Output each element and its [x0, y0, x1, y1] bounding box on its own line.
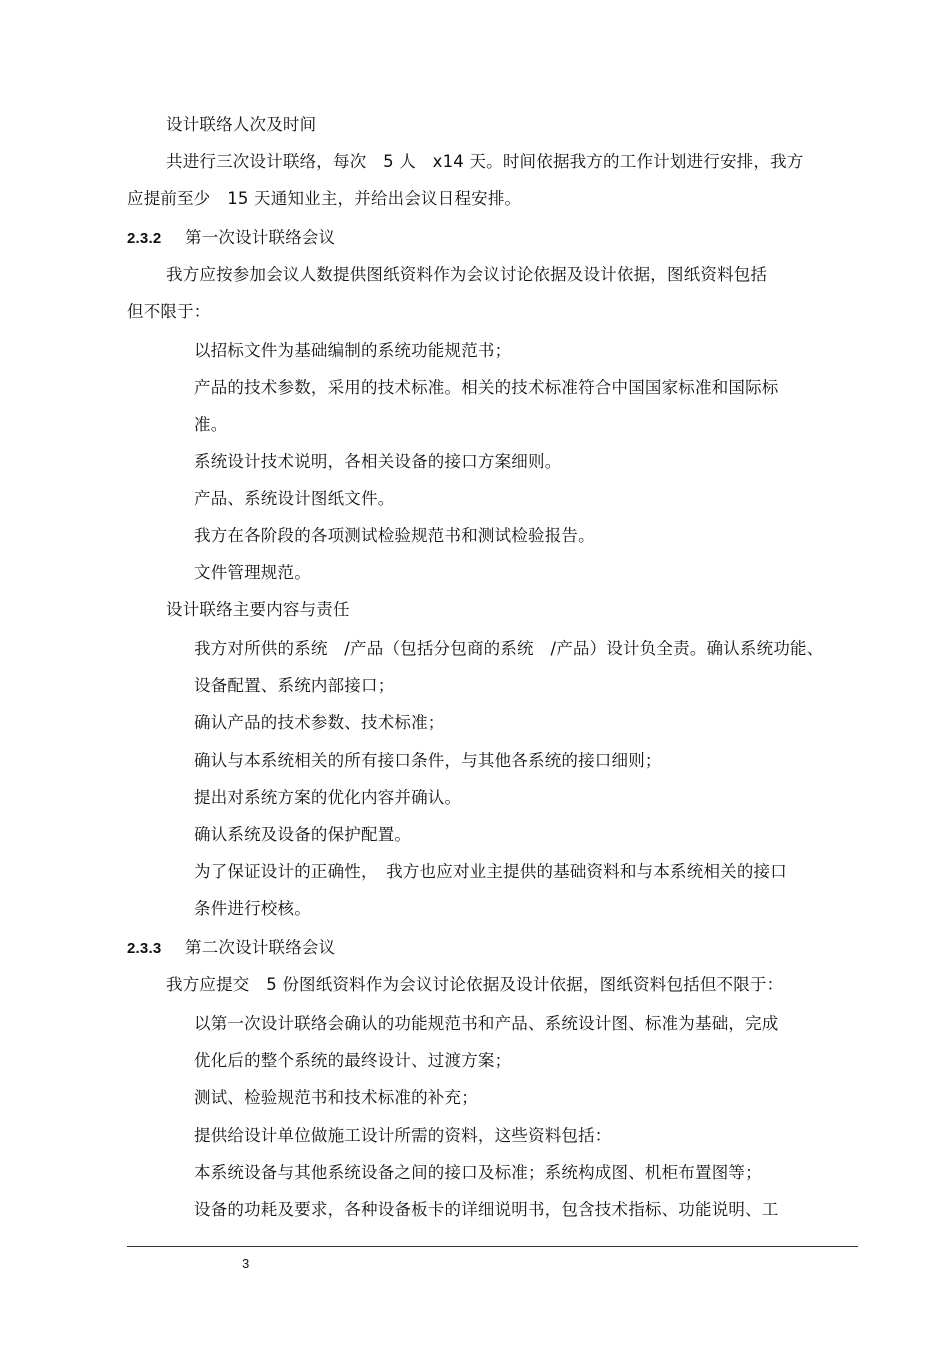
section-title: 第一次设计联络会议	[185, 228, 336, 247]
section-number: 2.3.3	[127, 940, 162, 957]
subsection-title: 设计联络主要内容与责任	[166, 600, 350, 619]
list-item: 提出对系统方案的优化内容并确认。	[194, 788, 462, 807]
list-item: 本系统设备与其他系统设备之间的接口及标准；系统构成图、机柜布置图等；	[194, 1163, 762, 1182]
list-item: 产品的技术参数，采用的技术标准。相关的技术标准符合中国国家标准和国际标	[194, 378, 779, 397]
list-item: 以第一次设计联络会确认的功能规范书和产品、系统设计图、标准为基础，完成	[194, 1014, 779, 1033]
list-item-continuation: 准。	[194, 415, 228, 434]
list-item: 文件管理规范。	[194, 563, 311, 582]
paragraph-line: 设计联络人次及时间	[166, 115, 317, 134]
list-item: 为了保证设计的正确性， 我方也应对业主提供的基础资料和与本系统相关的接口	[194, 862, 787, 881]
paragraph-line: 共进行三次设计联络，每次 5 人 x14 天。时间依据我方的工作计划进行安排，我方	[166, 152, 804, 171]
footer-divider	[127, 1246, 858, 1247]
list-item-continuation: 优化后的整个系统的最终设计、过渡方案；	[194, 1051, 512, 1070]
section-title: 第二次设计联络会议	[185, 938, 336, 957]
list-item: 以招标文件为基础编制的系统功能规范书；	[194, 341, 512, 360]
list-item: 产品、系统设计图纸文件。	[194, 489, 395, 508]
list-item: 确认系统及设备的保护配置。	[194, 825, 412, 844]
list-item: 提供给设计单位做施工设计所需的资料，这些资料包括：	[194, 1126, 612, 1145]
section-number: 2.3.2	[127, 230, 162, 247]
list-item: 确认与本系统相关的所有接口条件，与其他各系统的接口细则；	[194, 751, 662, 770]
list-item-continuation: 设备配置、系统内部接口；	[194, 676, 395, 695]
paragraph-line: 但不限于：	[127, 302, 211, 321]
section-heading-2-3-2	[127, 227, 335, 250]
list-item: 我方在各阶段的各项测试检验规范书和测试检验报告。	[194, 526, 595, 545]
list-item: 确认产品的技术参数、技术标准；	[194, 713, 445, 732]
list-item: 设备的功耗及要求，各种设备板卡的详细说明书，包含技术指标、功能说明、工	[194, 1200, 779, 1219]
paragraph-line: 应提前至少 15 天通知业主，并给出会议日程安排。	[127, 189, 522, 208]
list-item: 测试、检验规范书和技术标准的补充；	[194, 1088, 478, 1107]
paragraph-line: 我方应按参加会议人数提供图纸资料作为会议讨论依据及设计依据，图纸资料包括	[166, 265, 768, 284]
section-heading-2-3-3	[127, 937, 335, 960]
page-number: 3	[242, 1256, 250, 1271]
paragraph-line: 我方应提交 5 份图纸资料作为会议讨论依据及设计依据，图纸资料包括但不限于：	[166, 975, 784, 994]
list-item: 系统设计技术说明，各相关设备的接口方案细则。	[194, 452, 562, 471]
list-item: 我方对所供的系统 /产品（包括分包商的系统 /产品）设计负全责。确认系统功能、	[194, 639, 824, 658]
list-item-continuation: 条件进行校核。	[194, 899, 311, 918]
